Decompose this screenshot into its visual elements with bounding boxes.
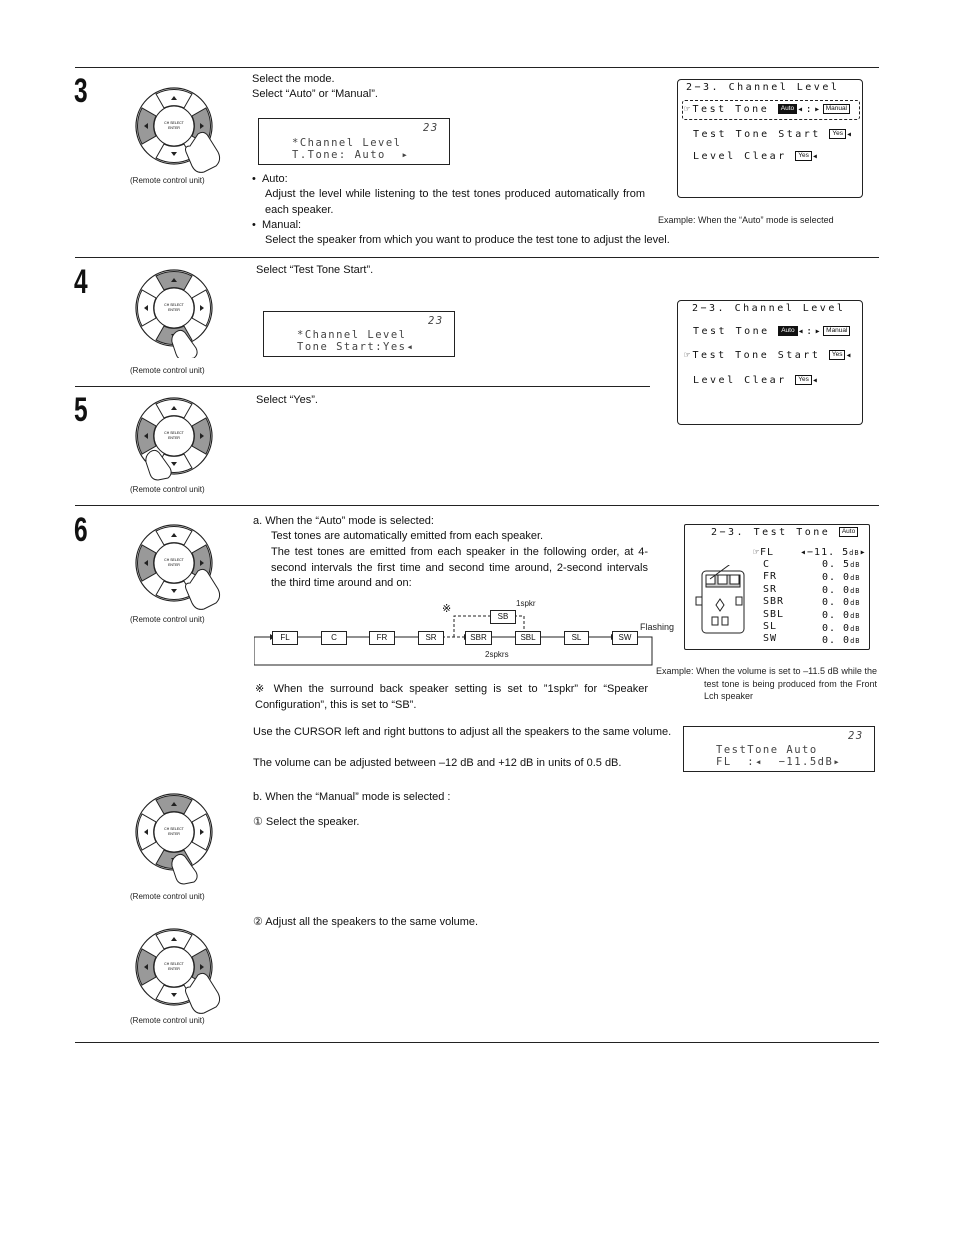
remote-cursor-right-icon [128,86,232,176]
bullet-auto: • Auto: [252,173,288,185]
svg-text:ENTER: ENTER [168,563,180,567]
osd-title: 2−3. Test Tone Auto [711,527,858,539]
channel-row-sbl: SBL [763,609,785,620]
divider-bottom [75,1042,879,1043]
step6-auto-paragraph: The test tones are emitted from each speaker in the following order, at 4-second intervals the first time and second time around, 2-second intervals the third time around and on: [271,546,648,589]
diagram-connectors [254,604,654,668]
svg-text:ENTER: ENTER [168,967,180,971]
osd-title: 2−3. Channel Level [692,303,846,314]
svg-text:CH SELECT: CH SELECT [164,558,184,562]
lcd-line-1: *Channel Level [297,329,407,341]
lcd-line-2: T.Tone: Auto ▸ [292,149,410,161]
remote-caption: (Remote control unit) [130,485,205,494]
badge-yes: Yes [829,350,846,360]
osd-title: 2−3. Channel Level [686,82,840,93]
auto-label: Auto: [261,173,288,185]
step4-instruction: Select “Test Tone Start”. [256,264,374,276]
remote-caption: (Remote control unit) [130,892,205,901]
channel-value-sw: 0. 0dB [822,635,861,646]
step3-lcd-display [258,118,450,165]
bullet-manual: • Manual: [252,219,302,231]
remote-caption: (Remote control unit) [130,615,205,624]
flashing-label: Flashing [640,622,675,632]
badge-auto: Auto [778,104,797,114]
speaker-box-fl: FL [272,631,298,645]
step6-auto-line: Test tones are automatically emitted from each speaker. [271,530,544,542]
channel-value-fr: 0. 0dB [822,572,861,583]
badge-manual: Manual [823,104,850,114]
step6-example-caption: Example: When the volume is set to –11.5 dB while the test tone is being produced from the Front Lch speaker [656,666,877,701]
speaker-box-fr: FR [369,631,395,645]
label-2spkrs: 2spkrs [485,650,509,659]
step3-osd-channel-level [677,79,863,198]
divider-step4 [75,257,879,258]
auto-description: Adjust the level while listening to the test tones produced automatically from each speaker. [265,188,645,216]
channel-value-sbr: 0. 0dB [822,597,861,608]
badge-auto: Auto [778,326,797,336]
step3-instruction-2: Select “Auto” or “Manual”. [252,88,378,100]
lcd-line-1: TestTone Auto [716,744,818,756]
speaker-box-sw: SW [612,631,638,645]
lcd-code: 23 [423,122,439,134]
speaker-box-sbl: SBL [515,631,541,645]
osd-row-test-tone-start: Test Tone Start Yes ◂ [693,129,855,140]
osd-row-test-tone: ☞Test Tone Auto ◂:▸ Manual [684,104,850,116]
label-1spkr: 1spkr [516,599,536,608]
step6-manual-step2: ② Adjust all the speakers to the same volume. [253,916,479,928]
manual-label: Manual: [261,219,302,231]
badge-yes: Yes [795,151,812,161]
channel-value-fl: ◂−11. 5dB▸ [800,547,867,558]
manual-description: Select the speaker from which you want to produce the test tone to adjust the level. [265,234,670,246]
remote-cursor-down-icon [128,792,232,888]
note-mark: ※ [442,603,452,615]
osd-row-test-tone-start: ☞Test Tone Start Yes ◂ [684,350,855,361]
lcd-code: 23 [848,730,864,742]
svg-text:ENTER: ENTER [168,126,180,130]
step6-manual-step1: ① Select the speaker. [253,816,360,828]
remote-cursor-right-icon [128,927,232,1017]
channel-value-sr: 0. 0dB [822,585,861,596]
step6-lcd-display [683,726,875,772]
svg-text:CH SELECT: CH SELECT [164,303,184,307]
lcd-code: 23 [428,315,444,327]
step3-instruction: Select the mode. [252,73,335,85]
osd-row-level-clear: Level Clear Yes ◂ [693,151,821,162]
channel-value-sbl: 0. 0dB [822,610,861,621]
remote-caption: (Remote control unit) [130,176,205,185]
badge-yes: Yes [829,129,846,139]
badge-auto: Auto [839,527,858,537]
step3-example-caption: Example: When the “Auto” mode is selected [658,215,834,225]
svg-text:CH SELECT: CH SELECT [164,121,184,125]
step-number-3: 3 [74,72,87,110]
channel-value-c: 0. 5dB [822,559,861,570]
step-number-4: 4 [74,263,87,301]
channel-row-sbr: SBR [763,596,785,607]
step6-cursor-instruction: Use the CURSOR left and right buttons to adjust all the speakers to the same volume. [253,726,672,738]
divider-step5 [75,386,650,387]
svg-text:ENTER: ENTER [168,832,180,836]
speaker-box-sbr: SBR [465,631,492,645]
lcd-line-2: Tone Start:Yes◂ [297,341,415,353]
channel-value-sl: 0. 0dB [822,623,861,634]
speaker-box-sr: SR [418,631,444,645]
channel-row-fr: FR [763,571,778,582]
speaker-box-sb: SB [490,610,516,624]
speaker-box-c: C [321,631,347,645]
speaker-order-diagram [254,599,654,668]
step6-range: The volume can be adjusted between –12 dB and +12 dB in units of 0.5 dB. [253,757,622,769]
step6-manual-heading: b. When the “Manual” mode is selected : [253,791,451,803]
remote-caption: (Remote control unit) [130,366,205,375]
remote-cursor-right-icon [128,523,232,613]
svg-text:CH SELECT: CH SELECT [164,827,184,831]
step6-osd-test-tone [684,524,870,650]
svg-text:ENTER: ENTER [168,308,180,312]
remote-cursor-left-icon [128,396,232,486]
step4-osd-channel-level [677,300,863,425]
speaker-layout-icon [692,565,748,637]
channel-row-fl: ☞FL [753,547,775,558]
step-number-6: 6 [74,511,87,549]
channel-row-sw: SW [763,633,778,644]
svg-text:CH SELECT: CH SELECT [164,962,184,966]
divider-top [75,67,879,68]
remote-caption: (Remote control unit) [130,1016,205,1025]
step6-note: ※ When the surround back speaker setting is set to ”1spkr” for “Speaker Configuration”, this is set to “SB”. [255,683,648,711]
channel-row-sl: SL [763,621,778,632]
lcd-line-2: FL :◂ −11.5dB▸ [716,756,842,768]
speaker-box-sl: SL [564,631,589,645]
badge-manual: Manual [823,326,850,336]
badge-yes: Yes [795,375,812,385]
step6-auto-heading: a. When the “Auto” mode is selected: [253,515,434,527]
remote-cursor-down-icon [128,268,232,358]
divider-step6 [75,505,879,506]
osd-row-test-tone: Test Tone Auto ◂:▸ Manual [693,326,850,338]
channel-row-c: C [763,559,771,570]
step5-instruction: Select “Yes”. [256,394,318,406]
lcd-line-1: *Channel Level [292,137,402,149]
channel-row-sr: SR [763,584,778,595]
osd-row-level-clear: Level Clear Yes ◂ [693,375,821,386]
step4-lcd-display [263,311,455,357]
svg-text:CH SELECT: CH SELECT [164,431,184,435]
step-number-5: 5 [74,391,87,429]
svg-text:ENTER: ENTER [168,436,180,440]
